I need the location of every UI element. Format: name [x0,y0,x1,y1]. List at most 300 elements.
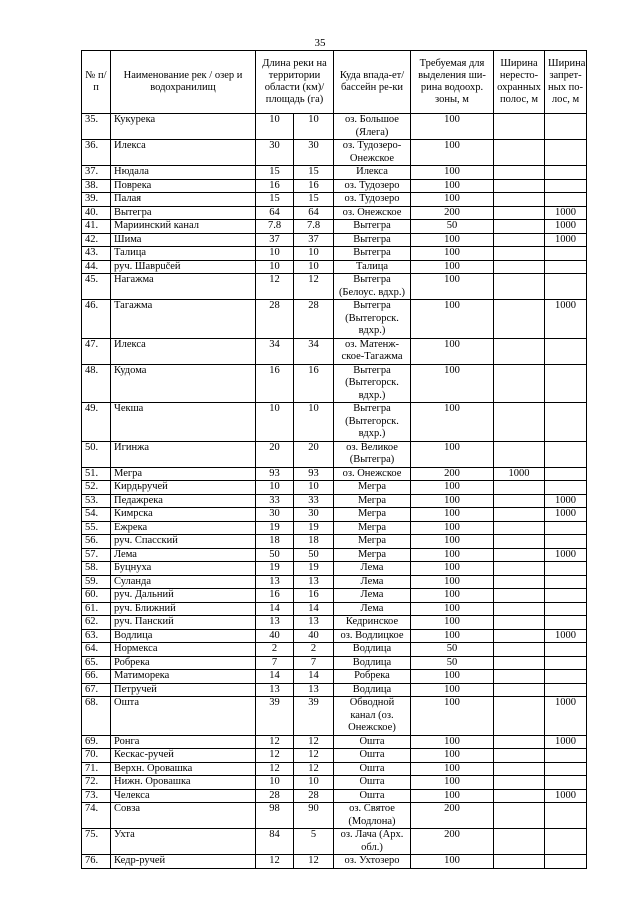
destination: Илекса [334,166,411,180]
water-body-name: Ежрека [111,521,256,535]
ban-width [545,643,587,657]
area-value: 15 [294,193,334,207]
header-required: Требуемая для выделения ши-рина водоохр. зоны, м [411,51,494,114]
row-number: 64. [82,643,111,657]
row-number: 45. [82,274,111,300]
table-row [82,855,587,869]
area-value: 10 [294,247,334,261]
length-value: 34 [256,338,294,364]
destination: Ошта [334,749,411,763]
destination: Вытегра (Белоус. вдхр.) [334,274,411,300]
row-number: 37. [82,166,111,180]
required-width: 100 [411,114,494,140]
table-row [82,467,587,481]
table-row [82,803,587,829]
length-value: 15 [256,193,294,207]
table-header-row [82,51,587,114]
row-number: 57. [82,548,111,562]
ban-width [545,403,587,442]
required-width: 100 [411,179,494,193]
destination: Вытегра [334,233,411,247]
spawning-width [494,735,545,749]
destination: Вытегра (Вытегорск. вдхр.) [334,364,411,403]
water-body-name: Кукурека [111,114,256,140]
header-num: № п/п [82,51,111,114]
spawning-width [494,697,545,736]
length-value: 30 [256,508,294,522]
area-value: 10 [294,114,334,140]
destination: Лема [334,562,411,576]
area-value: 28 [294,789,334,803]
length-value: 13 [256,575,294,589]
area-value: 19 [294,521,334,535]
required-width: 100 [411,616,494,630]
ban-width [545,521,587,535]
destination: Водлица [334,683,411,697]
table-row [82,260,587,274]
spawning-width [494,260,545,274]
spawning-width [494,166,545,180]
ban-width [545,855,587,869]
spawning-width [494,179,545,193]
required-width: 50 [411,220,494,234]
water-body-name: Нормекса [111,643,256,657]
destination: Вытегра (Вытегорск. вдхр.) [334,300,411,339]
destination: оз. Великое (Вытегра) [334,441,411,467]
area-value: 37 [294,233,334,247]
water-body-name: Нагажма [111,274,256,300]
water-body-name: Кирдьручей [111,481,256,495]
required-width: 100 [411,508,494,522]
destination: Ошта [334,789,411,803]
destination: оз. Матенж-ское-Тагажма [334,338,411,364]
row-number: 54. [82,508,111,522]
spawning-width [494,114,545,140]
spawning-width [494,508,545,522]
spawning-width [494,403,545,442]
destination: оз. Ухтозеро [334,855,411,869]
area-value: 30 [294,508,334,522]
area-value: 16 [294,589,334,603]
area-value: 2 [294,643,334,657]
required-width: 100 [411,589,494,603]
spawning-width [494,855,545,869]
water-body-name: Педажрека [111,494,256,508]
area-value: 12 [294,274,334,300]
row-number: 40. [82,206,111,220]
destination: Мегра [334,521,411,535]
length-value: 12 [256,735,294,749]
destination: Лема [334,575,411,589]
required-width: 100 [411,629,494,643]
spawning-width [494,575,545,589]
ban-width [545,247,587,261]
row-number: 70. [82,749,111,763]
spawning-width [494,562,545,576]
area-value: 12 [294,762,334,776]
table-row [82,494,587,508]
spawning-width [494,247,545,261]
ban-width [545,762,587,776]
ban-width [545,364,587,403]
water-body-name: Нижн. Оровашка [111,776,256,790]
destination: оз. Водлицкое [334,629,411,643]
table-row [82,589,587,603]
ban-width: 1000 [545,735,587,749]
destination: Мегра [334,494,411,508]
water-body-name: Нюдала [111,166,256,180]
area-value: 12 [294,855,334,869]
spawning-width [494,206,545,220]
length-value: 64 [256,206,294,220]
water-body-name: Мегра [111,467,256,481]
area-value: 28 [294,300,334,339]
ban-width [545,260,587,274]
required-width: 100 [411,193,494,207]
water-body-name: Мариинский канал [111,220,256,234]
row-number: 51. [82,467,111,481]
ban-width: 1000 [545,508,587,522]
row-number: 39. [82,193,111,207]
ban-width [545,670,587,684]
destination: Водлица [334,656,411,670]
ban-width: 1000 [545,789,587,803]
area-value: 10 [294,481,334,495]
ban-width: 1000 [545,629,587,643]
ban-width [545,467,587,481]
required-width: 100 [411,300,494,339]
table-row [82,762,587,776]
ban-width [545,749,587,763]
table-row [82,602,587,616]
water-body-name: Ронга [111,735,256,749]
required-width: 50 [411,656,494,670]
spawning-width [494,233,545,247]
table-row [82,481,587,495]
ban-width [545,616,587,630]
length-value: 16 [256,364,294,403]
spawning-width [494,829,545,855]
table-row [82,193,587,207]
ban-width: 1000 [545,697,587,736]
spawning-width [494,494,545,508]
spawning-width [494,616,545,630]
required-width: 100 [411,762,494,776]
spawning-width [494,300,545,339]
length-value: 19 [256,562,294,576]
table-row [82,616,587,630]
destination: Робрека [334,670,411,684]
required-width: 100 [411,247,494,261]
area-value: 19 [294,562,334,576]
row-number: 47. [82,338,111,364]
length-value: 19 [256,521,294,535]
row-number: 74. [82,803,111,829]
area-value: 10 [294,260,334,274]
water-body-name: руч. Ближний [111,602,256,616]
spawning-width [494,535,545,549]
row-number: 76. [82,855,111,869]
area-value: 33 [294,494,334,508]
spawning-width [494,776,545,790]
area-value: 13 [294,616,334,630]
length-value: 10 [256,114,294,140]
row-number: 38. [82,179,111,193]
length-value: 12 [256,274,294,300]
table-row [82,749,587,763]
row-number: 42. [82,233,111,247]
table-row [82,670,587,684]
water-body-name: руч. Дальний [111,589,256,603]
spawning-width [494,589,545,603]
spawning-width [494,441,545,467]
water-body-name: Робрека [111,656,256,670]
table-row [82,535,587,549]
table-row [82,629,587,643]
row-number: 55. [82,521,111,535]
length-value: 16 [256,179,294,193]
area-value: 30 [294,140,334,166]
ban-width [545,338,587,364]
ban-width [545,829,587,855]
row-number: 58. [82,562,111,576]
destination: Ошта [334,762,411,776]
length-value: 10 [256,247,294,261]
ban-width [545,602,587,616]
destination: оз. Святое (Модлона) [334,803,411,829]
water-body-name: Вытегра [111,206,256,220]
table-row [82,247,587,261]
area-value: 7.8 [294,220,334,234]
table-row [82,220,587,234]
spawning-width [494,140,545,166]
table-row [82,300,587,339]
destination: Мегра [334,481,411,495]
required-width: 100 [411,855,494,869]
row-number: 48. [82,364,111,403]
required-width: 100 [411,735,494,749]
spawning-width [494,481,545,495]
destination: Кедринское [334,616,411,630]
water-body-name: руч. Шаврučей [111,260,256,274]
area-value: 10 [294,403,334,442]
table-row [82,166,587,180]
spawning-width [494,656,545,670]
table-row [82,364,587,403]
table-row [82,735,587,749]
row-number: 69. [82,735,111,749]
area-value: 16 [294,364,334,403]
required-width: 100 [411,575,494,589]
required-width: 100 [411,683,494,697]
ban-width [545,535,587,549]
row-number: 60. [82,589,111,603]
water-body-name: Палая [111,193,256,207]
required-width: 100 [411,776,494,790]
table-row [82,338,587,364]
area-value: 14 [294,670,334,684]
area-value: 12 [294,735,334,749]
row-number: 41. [82,220,111,234]
length-value: 10 [256,776,294,790]
length-value: 16 [256,589,294,603]
table-row [82,179,587,193]
ban-width [545,656,587,670]
length-value: 18 [256,535,294,549]
required-width: 100 [411,274,494,300]
destination: Лема [334,602,411,616]
length-value: 84 [256,829,294,855]
required-width: 100 [411,441,494,467]
table-row [82,548,587,562]
ban-width [545,166,587,180]
required-width: 200 [411,803,494,829]
required-width: 100 [411,260,494,274]
row-number: 68. [82,697,111,736]
water-body-name: Петручей [111,683,256,697]
required-width: 100 [411,166,494,180]
water-body-name: Водлица [111,629,256,643]
area-value: 20 [294,441,334,467]
spawning-width [494,220,545,234]
row-number: 49. [82,403,111,442]
area-value: 39 [294,697,334,736]
length-value: 50 [256,548,294,562]
ban-width [545,441,587,467]
destination: Лема [334,589,411,603]
required-width: 50 [411,643,494,657]
row-number: 63. [82,629,111,643]
required-width: 100 [411,494,494,508]
required-width: 100 [411,697,494,736]
water-bodies-table [81,50,587,869]
water-body-name: Лема [111,548,256,562]
destination: Водлица [334,643,411,657]
row-number: 59. [82,575,111,589]
row-number: 65. [82,656,111,670]
length-value: 15 [256,166,294,180]
required-width: 100 [411,535,494,549]
water-body-name: Ошта [111,697,256,736]
required-width: 100 [411,670,494,684]
destination: оз. Онежское [334,467,411,481]
spawning-width [494,548,545,562]
area-value: 10 [294,776,334,790]
destination: оз. Онежское [334,206,411,220]
water-body-name: Кимрска [111,508,256,522]
row-number: 56. [82,535,111,549]
area-value: 12 [294,749,334,763]
length-value: 2 [256,643,294,657]
length-value: 12 [256,855,294,869]
destination: Мегра [334,535,411,549]
length-value: 30 [256,140,294,166]
length-value: 7.8 [256,220,294,234]
row-number: 46. [82,300,111,339]
destination: Талица [334,260,411,274]
row-number: 62. [82,616,111,630]
length-value: 7 [256,656,294,670]
spawning-width [494,521,545,535]
table-row [82,643,587,657]
water-body-name: Матиморека [111,670,256,684]
spawning-width [494,683,545,697]
required-width: 100 [411,789,494,803]
length-value: 40 [256,629,294,643]
row-number: 43. [82,247,111,261]
area-value: 15 [294,166,334,180]
header-length: Длина реки на территории области (км)/ площадь (га) [256,51,334,114]
length-value: 14 [256,670,294,684]
length-value: 28 [256,789,294,803]
table-row [82,575,587,589]
area-value: 64 [294,206,334,220]
table-row [82,140,587,166]
length-value: 39 [256,697,294,736]
ban-width [545,274,587,300]
water-body-name: Челекса [111,789,256,803]
length-value: 13 [256,616,294,630]
ban-width [545,589,587,603]
area-value: 13 [294,683,334,697]
water-body-name: Верхн. Оровашка [111,762,256,776]
water-body-name: Поврека [111,179,256,193]
row-number: 35. [82,114,111,140]
water-body-name: Суланда [111,575,256,589]
spawning-width [494,364,545,403]
length-value: 10 [256,403,294,442]
length-value: 12 [256,762,294,776]
table-row [82,521,587,535]
area-value: 50 [294,548,334,562]
destination: оз. Тудозеро-Онежское [334,140,411,166]
table-row [82,114,587,140]
table-row [82,829,587,855]
area-value: 18 [294,535,334,549]
required-width: 100 [411,749,494,763]
row-number: 66. [82,670,111,684]
water-body-name: Буцнуха [111,562,256,576]
destination: Мегра [334,548,411,562]
ban-width: 1000 [545,220,587,234]
water-body-name: Илекса [111,338,256,364]
water-body-name: Кедр-ручей [111,855,256,869]
table-row [82,789,587,803]
spawning-width [494,803,545,829]
destination: Ошта [334,776,411,790]
required-width: 100 [411,364,494,403]
header-ban: Ширина запрет-ных по-лос, м [545,51,587,114]
spawning-width [494,338,545,364]
row-number: 73. [82,789,111,803]
page-number: 35 [314,37,326,49]
length-value: 12 [256,749,294,763]
length-value: 37 [256,233,294,247]
length-value: 28 [256,300,294,339]
water-body-name: Совза [111,803,256,829]
table-row [82,683,587,697]
row-number: 44. [82,260,111,274]
row-number: 67. [82,683,111,697]
length-value: 20 [256,441,294,467]
destination: оз. Большое (Ялега) [334,114,411,140]
ban-width [545,575,587,589]
table-row [82,274,587,300]
header-name: Наименование рек / озер и водохранилищ [111,51,256,114]
table-row [82,508,587,522]
length-value: 10 [256,481,294,495]
row-number: 50. [82,441,111,467]
